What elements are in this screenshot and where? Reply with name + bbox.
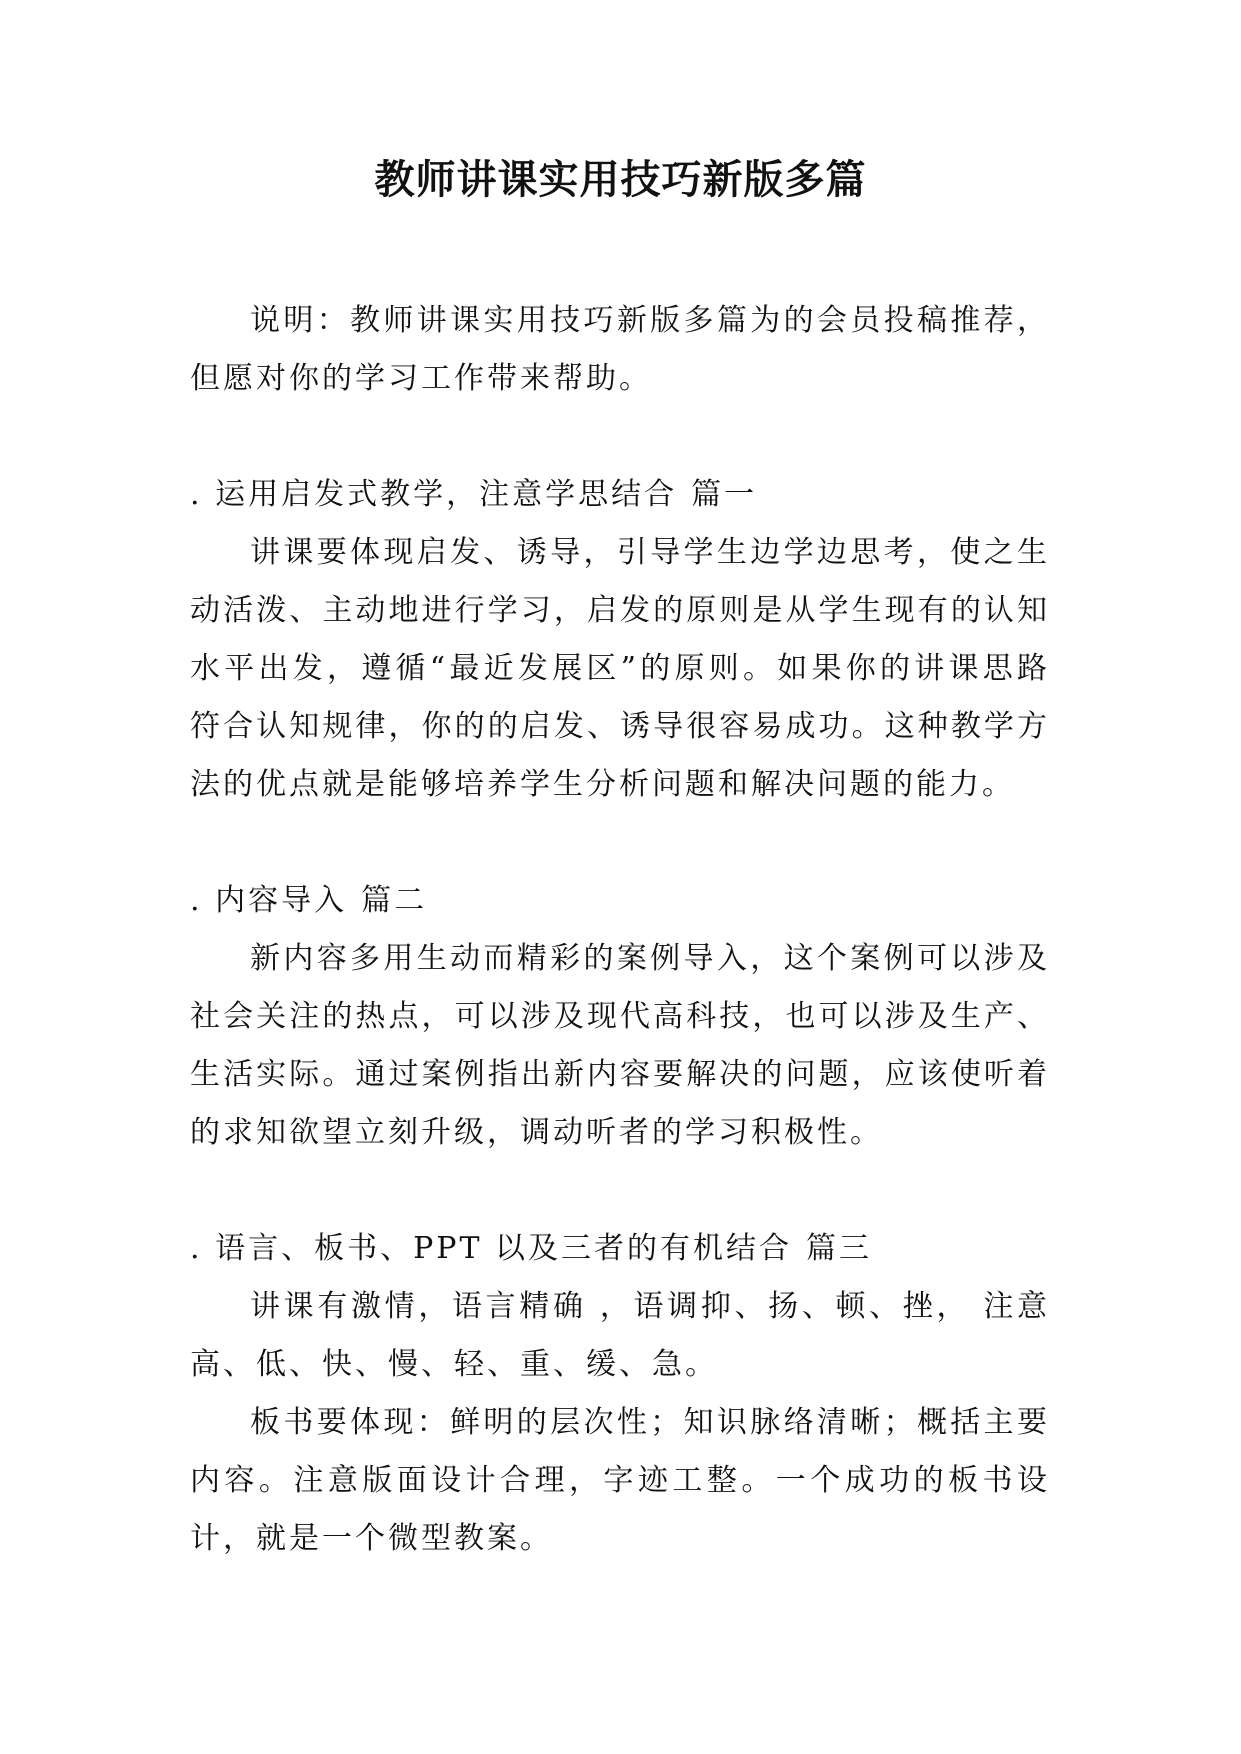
document-title: 教师讲课实用技巧新版多篇 bbox=[374, 157, 867, 203]
section-label: 篇二 bbox=[361, 883, 428, 918]
spacer bbox=[190, 408, 1050, 466]
section-label: 篇一 bbox=[691, 477, 758, 512]
spacer bbox=[190, 1162, 1050, 1220]
section-paragraph: 新内容多用生动而精彩的案例导入，这个案例可以涉及社会关注的热点，可以涉及现代高科技，也可以涉及生产、生活实际。通过案例指出新内容要解决的问题，应该使听着的求知欲望立刻升级，调动听者的学习积极性。 bbox=[190, 941, 1050, 1150]
section-paragraph: 讲课要体现启发、诱导，引导学生边学边思考，使之生动活泼、主动地进行学习，启发的原则是从学生现有的认知水平出发，遵循“最近发展区”的原则。如果你的讲课思路符合认知规律，你的的启发、诱导很容易成功。这种教学方法的优点就是能够培养学生分析问题和解决问题的能力。 bbox=[190, 535, 1050, 802]
section-heading bbox=[190, 1220, 1050, 1278]
section-heading-text: . 运用启发式教学，注意学思结合 bbox=[190, 477, 678, 512]
document-body bbox=[190, 292, 1050, 1568]
intro-paragraph: 说明：教师讲课实用技巧新版多篇为的会员投稿推荐，但愿对你的学习工作带来帮助。 bbox=[190, 303, 1050, 396]
section-heading bbox=[190, 466, 1050, 524]
section-1 bbox=[190, 466, 1050, 814]
section-paragraph: 板书要体现：鲜明的层次性；知识脉络清晰；概括主要内容。注意版面设计合理，字迹工整。一个成功的板书设计，就是一个微型教案。 bbox=[190, 1405, 1050, 1556]
section-2 bbox=[190, 872, 1050, 1162]
spacer bbox=[190, 814, 1050, 872]
section-label: 篇三 bbox=[806, 1231, 872, 1266]
section-paragraph: 讲课有激情，语言精确 ，语调抑、扬、顿、挫， 注意高、低、快、慢、轻、重、缓、急。 bbox=[190, 1289, 1050, 1382]
section-heading bbox=[190, 872, 1050, 930]
section-3 bbox=[190, 1220, 1050, 1568]
section-heading-text: . 语言、板书、PPT 以及三者的有机结合 bbox=[190, 1231, 792, 1266]
section-heading-text: . 内容导入 bbox=[190, 883, 348, 918]
